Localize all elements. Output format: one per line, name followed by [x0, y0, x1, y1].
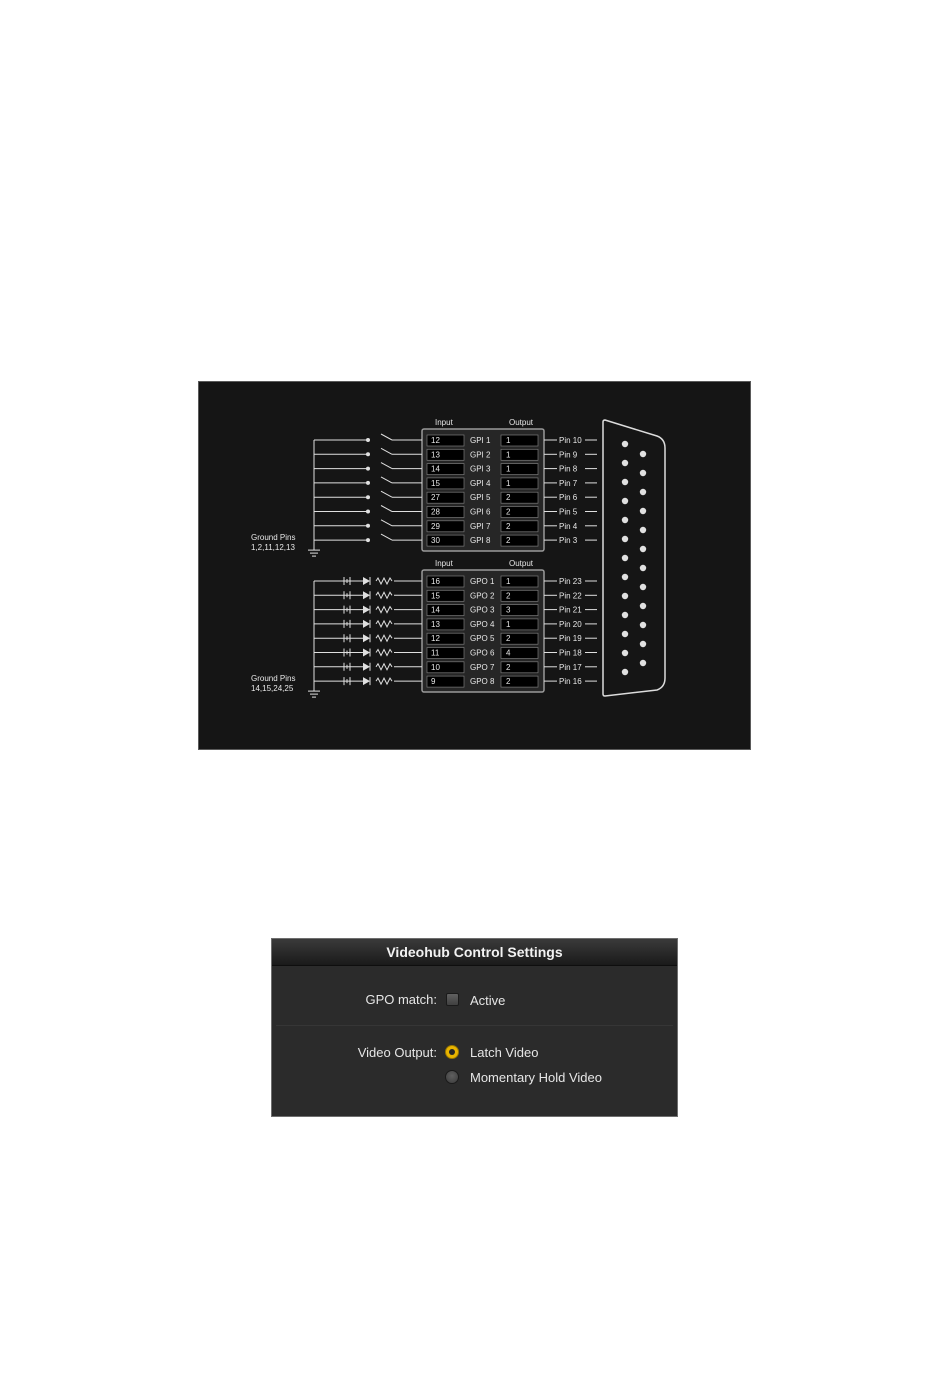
wiring-diagram-svg [199, 382, 752, 751]
gpo-input-value: 11 [431, 648, 440, 658]
gpi-pin-label: Pin 8 [559, 464, 578, 474]
gpo-ground-pins: 14,15,24,25 [251, 684, 294, 694]
gpo-led-icon [363, 634, 370, 642]
gpo-input-value: 14 [431, 605, 440, 615]
db25-pin [640, 660, 646, 666]
gpo-match-label: GPO match: [365, 992, 437, 1007]
gpi-output-value: 1 [506, 464, 511, 474]
gpo-input-value: 13 [431, 619, 440, 629]
gpo-output-value: 2 [506, 634, 511, 644]
gpi-output-value: 2 [506, 507, 511, 517]
gpo-resistor-icon [376, 678, 392, 684]
db25-pin [622, 650, 628, 656]
gpo-pin-label: Pin 16 [559, 677, 582, 687]
gpo-ground-label: Ground Pins [251, 674, 296, 684]
gpi-channel-name: GPI 1 [470, 436, 491, 445]
db25-pin [640, 603, 646, 609]
gpi-input-value: 14 [431, 464, 440, 474]
gpi-input-value: 12 [431, 436, 440, 445]
gpi-output-header: Output [509, 418, 534, 427]
gpi-input-value: 28 [431, 507, 440, 517]
db25-connector-outline [603, 420, 665, 696]
gpi-switch-lever [381, 506, 392, 512]
gpi-channel-name: GPI 8 [470, 536, 491, 546]
gpi-output-value: 1 [506, 478, 511, 488]
db25-pin [640, 641, 646, 647]
gpi-pin-label: Pin 4 [559, 521, 578, 531]
gpi-input-value: 15 [431, 478, 440, 488]
gpo-led-icon [363, 649, 370, 657]
gpi-table-box [422, 429, 544, 551]
gpo-led-icon [363, 591, 370, 599]
gpi-pin-label: Pin 7 [559, 478, 578, 488]
db25-pin [622, 669, 628, 675]
gpi-pin-label: Pin 9 [559, 450, 578, 460]
gpi-output-value: 1 [506, 450, 511, 460]
gpi-pin-label: Pin 10 [559, 436, 582, 445]
gpo-output-header: Output [509, 559, 534, 568]
gpo-pin-label: Pin 18 [559, 648, 582, 658]
db25-pin [640, 565, 646, 571]
gpo-channel-name: GPO 6 [470, 648, 495, 658]
gpi-pin-label: Pin 5 [559, 507, 578, 517]
db25-pin [640, 546, 646, 552]
gpo-pin-label: Pin 23 [559, 577, 582, 586]
gpo-resistor-icon [376, 664, 392, 670]
gpi-pin-label: Pin 6 [559, 493, 578, 503]
gpo-led-icon [363, 606, 370, 614]
db25-pin [640, 527, 646, 533]
gpo-led-icon [363, 663, 370, 671]
gpo-resistor-icon [376, 578, 392, 584]
gpi-input-value: 13 [431, 450, 440, 460]
db25-pin [622, 574, 628, 580]
gpi-channel-name: GPI 5 [470, 493, 491, 503]
db25-pin [622, 555, 628, 561]
gpo-input-value: 9 [431, 677, 436, 687]
gpi-switch-contact [366, 438, 370, 442]
gpi-input-value: 30 [431, 536, 440, 546]
gpo-input-value: 12 [431, 634, 440, 644]
gpo-match-option-label[interactable]: Active [470, 993, 506, 1008]
gpo-input-value: 15 [431, 591, 440, 601]
gpi-ground-pins: 1,2,11,12,13 [251, 543, 295, 553]
gpo-led-icon [363, 677, 370, 685]
momentary-hold-video-radio[interactable] [445, 1070, 459, 1084]
gpi-switch-lever [381, 477, 392, 483]
gpo-channel-name: GPO 3 [470, 605, 495, 615]
gpi-switch-lever [381, 448, 392, 454]
gpi-channel-name: GPI 6 [470, 507, 491, 517]
db25-pin [622, 536, 628, 542]
gpo-led-icon [363, 577, 370, 585]
videohub-control-settings-panel [271, 938, 678, 1117]
db25-pin [640, 508, 646, 514]
gpi-switch-contact [366, 495, 370, 499]
gpo-resistor-icon [376, 607, 392, 613]
gpi-ground-label: Ground Pins [251, 533, 296, 543]
gpi-channel-name: GPI 3 [470, 464, 491, 474]
gpo-channel-name: GPO 5 [470, 634, 495, 644]
gpo-output-value: 2 [506, 677, 511, 687]
gpo-output-value: 1 [506, 619, 511, 629]
gpi-output-value: 2 [506, 493, 511, 503]
latch-video-label[interactable]: Latch Video [470, 1045, 539, 1060]
gpi-channel-name: GPI 7 [470, 521, 491, 531]
db25-pin [640, 622, 646, 628]
db25-pin [640, 451, 646, 457]
gpi-output-value: 1 [506, 436, 511, 445]
gpi-channel-name: GPI 2 [470, 450, 491, 460]
db25-pin [622, 460, 628, 466]
gpi-output-value: 2 [506, 536, 511, 546]
gpo-table-box [422, 570, 544, 692]
gpo-output-value: 2 [506, 662, 511, 672]
db25-pin [622, 612, 628, 618]
gpo-resistor-icon [376, 650, 392, 656]
gpo-pin-label: Pin 21 [559, 605, 582, 615]
gpi-channel-name: GPI 4 [470, 478, 491, 488]
db25-pin [622, 517, 628, 523]
gpo-match-checkbox[interactable] [446, 993, 459, 1006]
gpo-channel-name: GPO 8 [470, 677, 495, 687]
gpo-led-icon [363, 620, 370, 628]
gpi-switch-contact [366, 467, 370, 471]
gpo-output-value: 2 [506, 591, 511, 601]
gpi-switch-contact [366, 524, 370, 528]
gpo-resistor-icon [376, 635, 392, 641]
gpi-switch-contact [366, 538, 370, 542]
gpi-switch-lever [381, 434, 392, 440]
gpi-switch-contact [366, 452, 370, 456]
db25-pin [622, 631, 628, 637]
db25-pin [622, 593, 628, 599]
gpo-channel-name: GPO 1 [470, 577, 495, 586]
gpo-output-value: 1 [506, 577, 511, 586]
gpi-input-value: 27 [431, 493, 440, 503]
db25-pin [640, 584, 646, 590]
db25-pin [640, 489, 646, 495]
gpo-channel-name: GPO 4 [470, 619, 495, 629]
momentary-hold-video-label[interactable]: Momentary Hold Video [470, 1070, 602, 1085]
gpo-resistor-icon [376, 621, 392, 627]
gpo-output-value: 4 [506, 648, 511, 658]
db25-pin [640, 470, 646, 476]
gpo-pin-label: Pin 20 [559, 619, 582, 629]
gpo-pin-label: Pin 19 [559, 634, 582, 644]
gpo-input-value: 10 [431, 662, 440, 672]
gpi-switch-contact [366, 510, 370, 514]
gpo-pin-label: Pin 22 [559, 591, 582, 601]
gpi-switch-lever [381, 491, 392, 497]
gpi-pin-label: Pin 3 [559, 536, 578, 546]
db25-pin [622, 479, 628, 485]
gpi-switch-lever [381, 463, 392, 469]
latch-video-radio[interactable] [445, 1045, 459, 1059]
gpo-output-value: 3 [506, 605, 511, 615]
gpo-pin-label: Pin 17 [559, 662, 582, 672]
gpo-resistor-icon [376, 592, 392, 598]
db25-pin [622, 441, 628, 447]
gpi-input-header: Input [435, 418, 453, 427]
gpi-switch-contact [366, 481, 370, 485]
gpo-input-header: Input [435, 559, 453, 568]
gpi-switch-lever [381, 520, 392, 526]
gpi-output-value: 2 [506, 521, 511, 531]
gpo-input-value: 16 [431, 577, 440, 586]
gpo-channel-name: GPO 7 [470, 662, 495, 672]
gpi-switch-lever [381, 534, 392, 540]
video-output-label: Video Output: [357, 1045, 437, 1060]
gpio-wiring-diagram [198, 381, 751, 750]
gpo-channel-name: GPO 2 [470, 591, 495, 601]
gpi-input-value: 29 [431, 521, 440, 531]
settings-title: Videohub Control Settings [272, 939, 677, 966]
db25-pin [622, 498, 628, 504]
settings-divider [276, 1025, 673, 1026]
